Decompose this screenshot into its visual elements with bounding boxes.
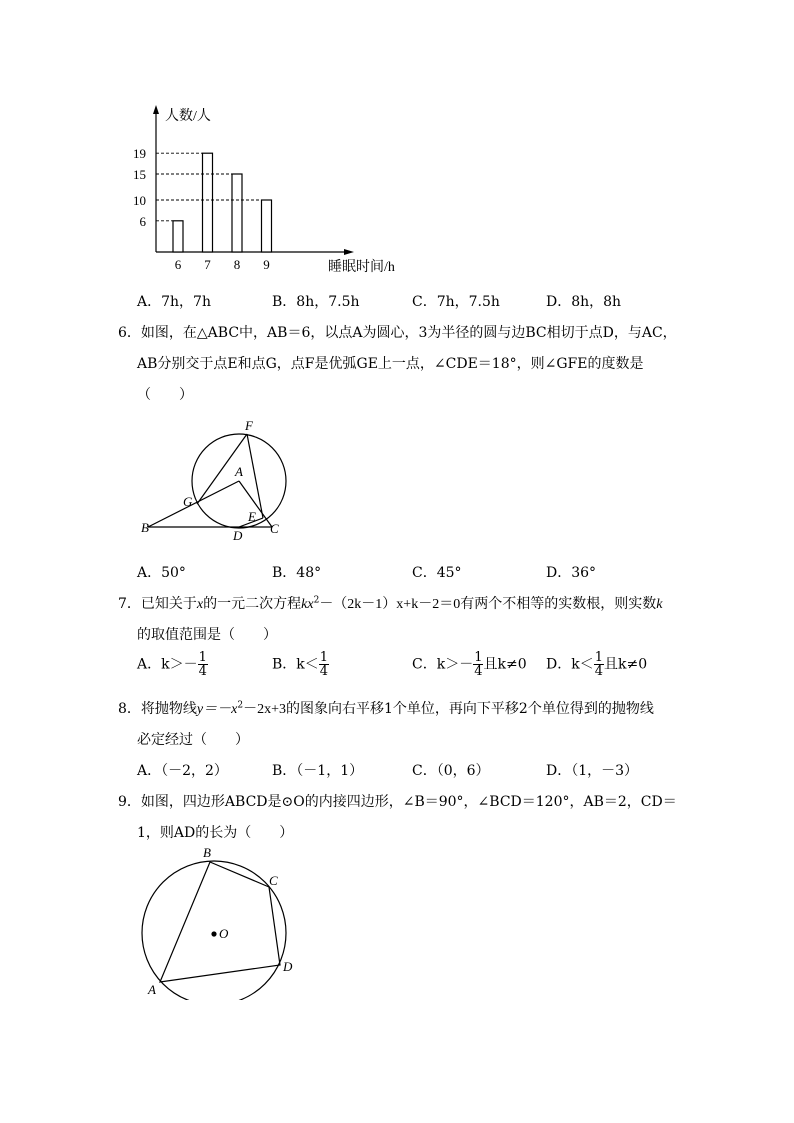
q8-stem-line2: 必定经过（ ）: [137, 732, 249, 748]
chart-y-arrow: [153, 105, 159, 114]
q6-line-fe: [247, 434, 263, 518]
q7-option-a[interactable]: A．k＞－ $\frac{1}{4}$: [137, 650, 207, 679]
chart-y-tick-label: 19: [133, 146, 146, 162]
q8-option-c[interactable]: C．（0，6）: [412, 763, 490, 779]
q9-label-o: O: [219, 926, 229, 941]
chart-y-tick-label: 15: [133, 167, 146, 182]
chart-x-arrow: [344, 249, 354, 255]
q8-option-b[interactable]: B．（－1，1）: [272, 763, 364, 779]
q5-option-a[interactable]: A．7h，7h: [137, 294, 211, 310]
q5-option-d[interactable]: D．8h，8h: [546, 294, 622, 310]
q6-label-d: D: [233, 528, 243, 543]
q7-fraction: $\frac{1}{4}$: [594, 650, 603, 679]
q6-option-a[interactable]: A．50°: [137, 565, 186, 581]
chart-y-tick-label: 6: [139, 213, 146, 229]
chart-x-tick-label: 6: [174, 257, 182, 272]
chart-bar: [232, 174, 242, 252]
q8-option-d[interactable]: D．（1，－3）: [546, 763, 639, 779]
q7-stem-line1: 7．已知关于x的一元二次方程$kx^2-(2k-1)x+k-2=0$有两个不相等的实数根，则实数k: [118, 595, 663, 612]
q9-center-point: [211, 931, 216, 936]
q6-label-f: F: [245, 418, 253, 433]
q8-stem-line1: 8．将抛物线$y=-x^2-2x+3$的图象向右平移1个单位，再向下平移2个单位得到的抛物线: [118, 700, 654, 717]
q9-stem-line1: 9．如图，四边形ABCD是⊙O的内接四边形，∠B＝90°，∠BCD＝120°，AB＝2，CD＝: [118, 794, 677, 810]
q9-label-d: D: [283, 959, 293, 974]
q6-label-b: B: [141, 520, 149, 535]
q6-geometry-figure: [135, 415, 305, 545]
chart-x-tick-label: 8: [233, 257, 241, 272]
q8-option-a[interactable]: A．（－2，2）: [137, 763, 228, 779]
q6-stem-line1: 6．如图，在△ABC中，AB＝6，以点A为圆心，3为半径的圆与边BC相切于点D，与AC，: [118, 325, 677, 341]
q7-option-b[interactable]: B．k＜ $\frac{1}{4}$: [272, 650, 329, 679]
chart-bar: [262, 200, 272, 252]
q7-fraction: $\frac{1}{4}$: [474, 650, 483, 679]
q5-option-c[interactable]: C．7h，7.5h: [412, 294, 500, 310]
q6-stem-line3: （ ）: [137, 387, 193, 403]
chart-bar: [203, 153, 213, 252]
q6-label-g: G: [183, 494, 193, 509]
q9-label-a: A: [148, 982, 156, 997]
q9-label-c: C: [269, 873, 278, 888]
chart-bar: [173, 221, 183, 252]
q9-circle: [142, 861, 286, 1000]
q6-option-d[interactable]: D．36°: [546, 565, 597, 581]
q9-geometry-figure: [135, 845, 310, 1000]
q6-option-c[interactable]: C．45°: [412, 565, 462, 581]
q9-label-b: B: [203, 845, 211, 860]
chart-x-tick-label: 7: [204, 257, 211, 272]
q6-label-a: A: [235, 464, 243, 479]
sleep-bar-chart: [130, 100, 420, 280]
q7-fraction: $\frac{1}{4}$: [319, 650, 329, 679]
q5-option-b[interactable]: B．8h，7.5h: [272, 294, 360, 310]
q6-label-c: C: [270, 521, 279, 536]
chart-y-label: 人数/人: [165, 109, 211, 124]
q6-line-ba: [148, 481, 239, 527]
q7-option-c[interactable]: C．k＞－ $\frac{1}{4}$ 且k≠0: [412, 650, 527, 679]
q7-stem-line2: 的取值范围是（ ）: [137, 627, 277, 643]
chart-x-tick-label: 9: [263, 257, 270, 272]
q6-stem-line2: AB分别交于点E和点G，点F是优弧GE上一点，∠CDE＝18°，则∠GFE的度数是: [137, 356, 644, 372]
q7-fraction: $\frac{1}{4}$: [198, 650, 207, 679]
q6-option-b[interactable]: B．48°: [272, 565, 322, 581]
q7-option-d[interactable]: D．k＜ $\frac{1}{4}$ 且k≠0: [546, 650, 648, 679]
q9-stem-line2: 1，则AD的长为（ ）: [137, 825, 294, 841]
chart-y-tick-label: 10: [133, 193, 146, 208]
q6-label-e: E: [248, 509, 256, 524]
chart-x-label: 睡眠时间/h: [328, 260, 395, 275]
